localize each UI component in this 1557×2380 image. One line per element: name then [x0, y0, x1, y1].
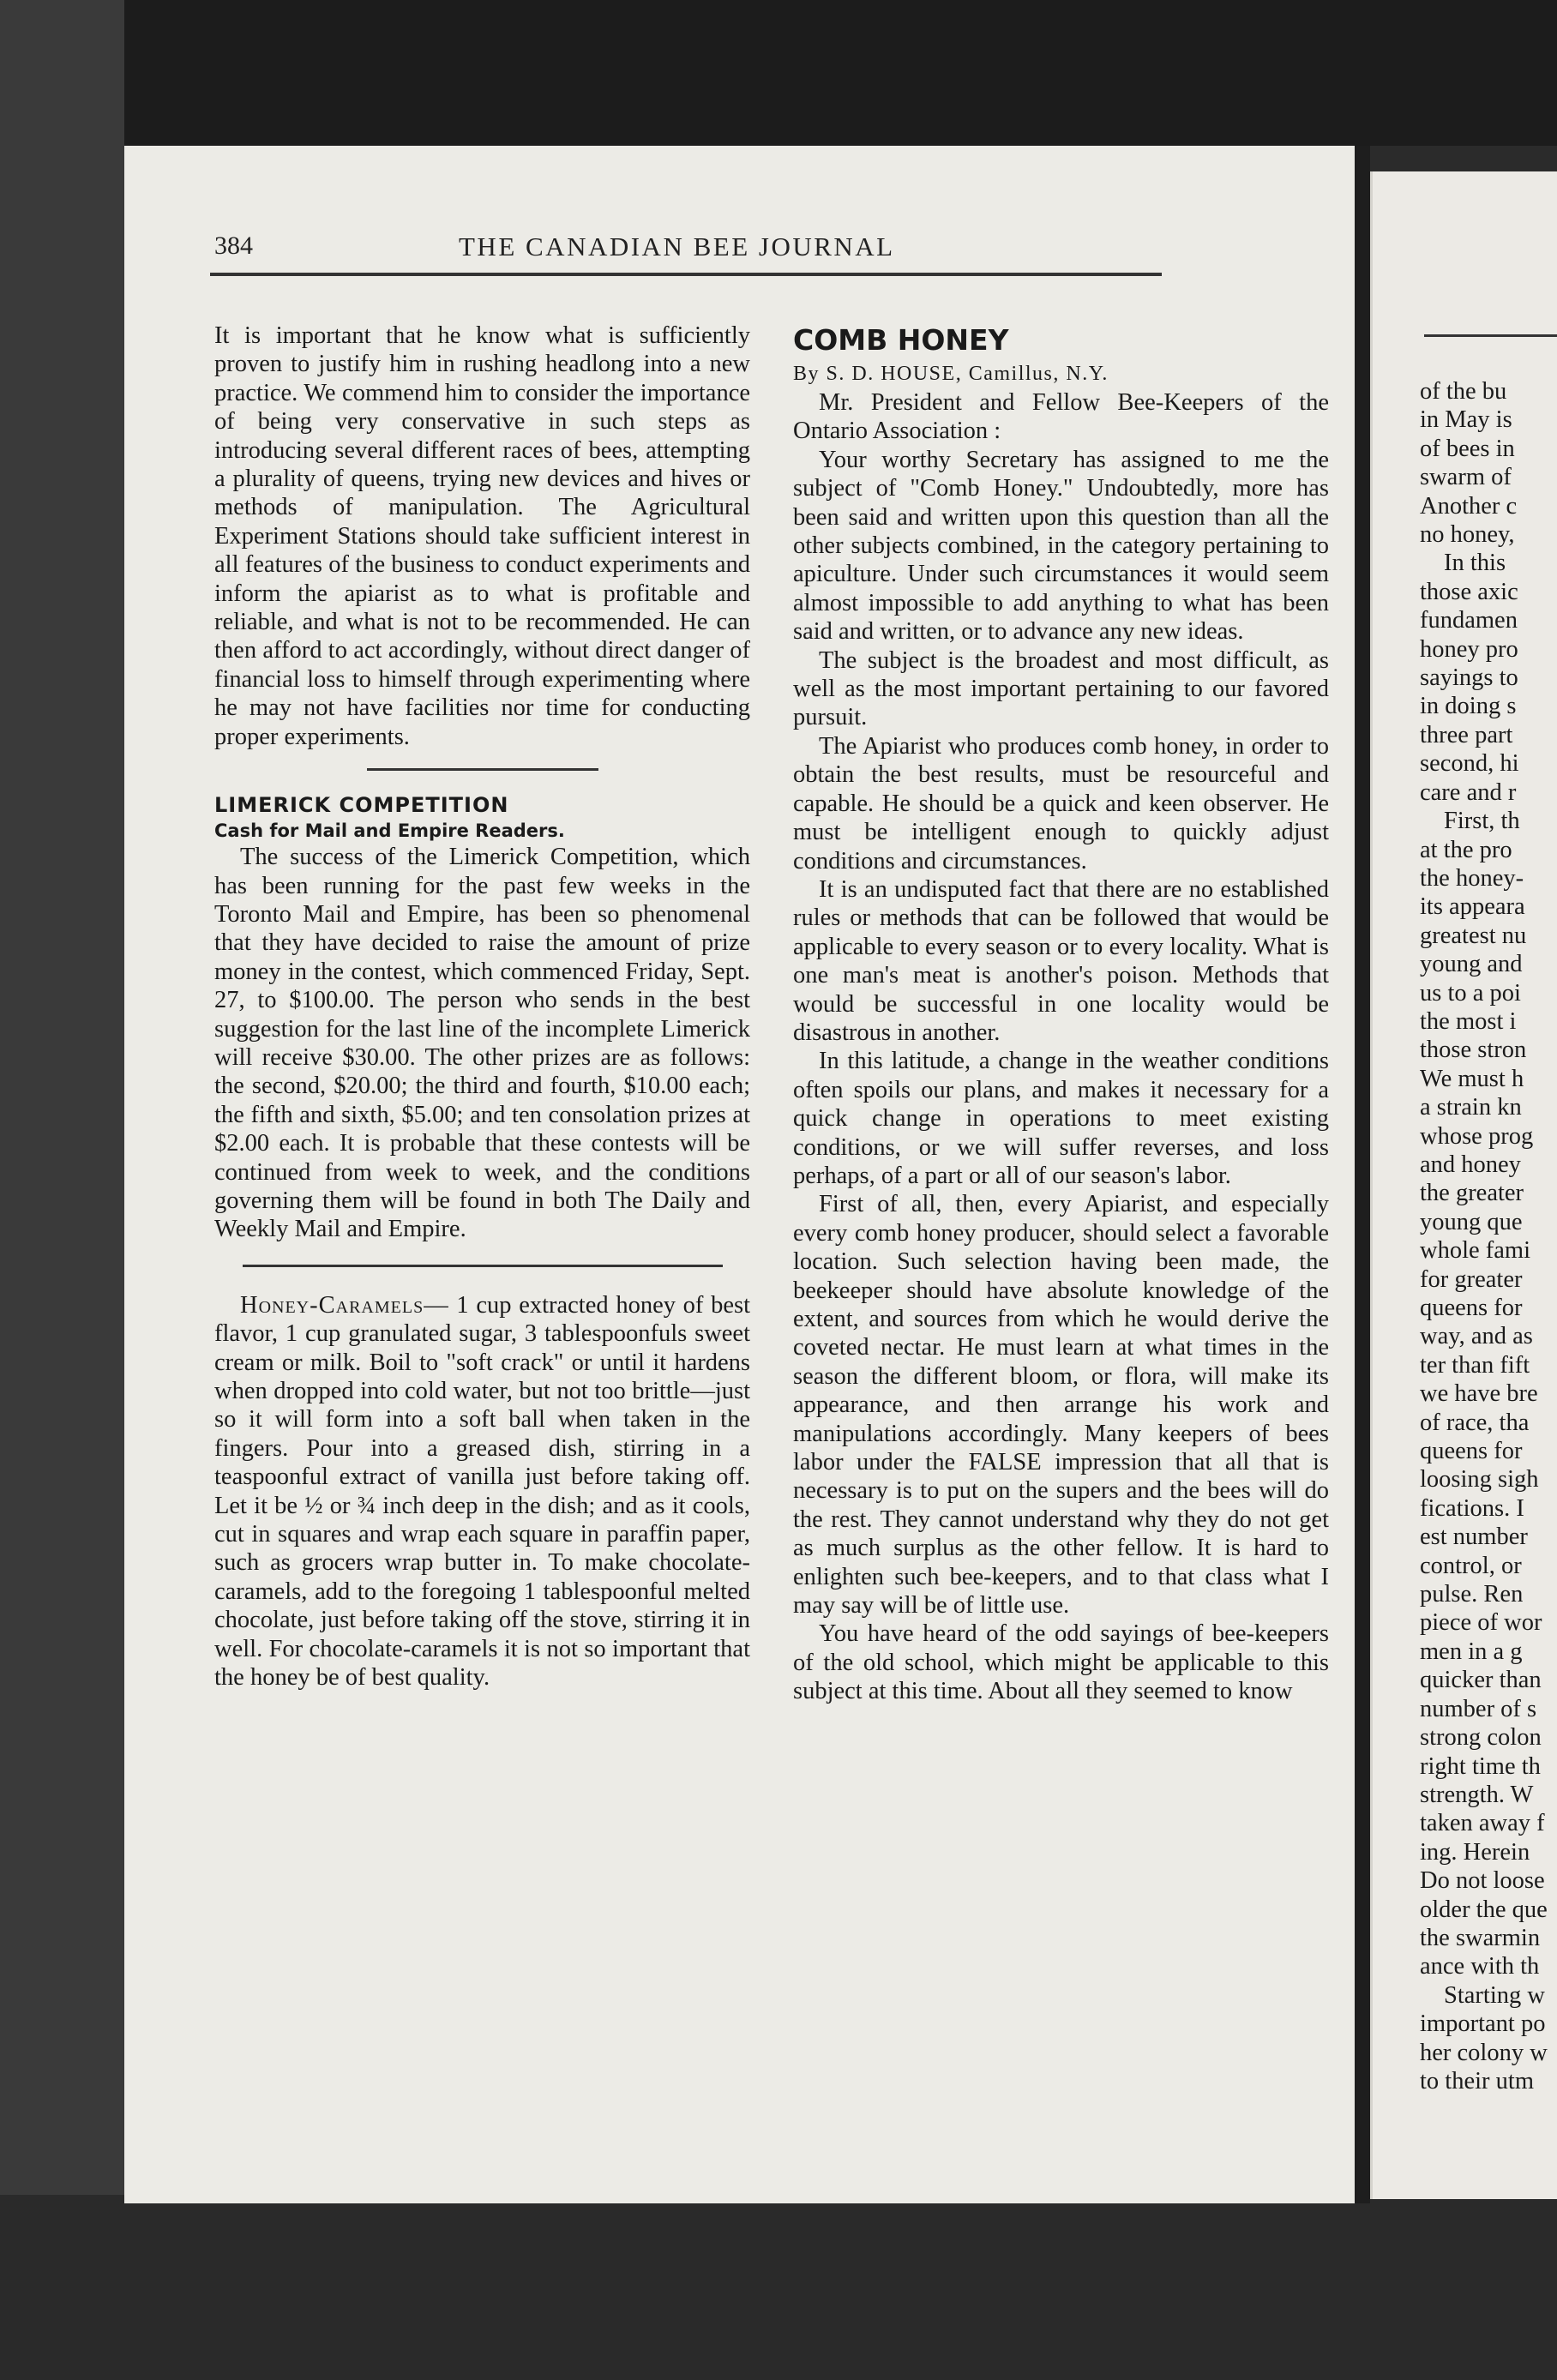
article-paragraph: It is an undisputed fact that there are no established rules or methods that can be followed that would be applicable to every season or to every locality. What is one man's meat is another's poison. Methods that would be successful in one locality would be disastrous in another. [793, 875, 1329, 1046]
article-paragraph: You have heard of the odd sayings of bee-keepers of the old school, which might be applicable to this subject at this time. About all they seemed to know [793, 1620, 1329, 1705]
adjacent-page-line: older the que [1420, 1896, 1548, 1923]
adjacent-page-line: First, th [1444, 808, 1520, 835]
adjacent-page-line: ing. Herein [1420, 1838, 1530, 1866]
adjacent-page-line: whose prog [1420, 1122, 1534, 1150]
adjacent-page-line: her colony w [1420, 2039, 1548, 2066]
adjacent-page-line: us to a poi [1420, 979, 1521, 1007]
adjacent-page-line: its appeara [1420, 893, 1525, 921]
adjacent-page-line: we have bre [1420, 1380, 1538, 1408]
article-title: COMB HONEY [793, 323, 1009, 357]
adjacent-page-line: taken away f [1420, 1810, 1545, 1837]
adjacent-page-line: those stron [1420, 1037, 1527, 1064]
adjacent-page-line: right time th [1420, 1752, 1541, 1780]
adjacent-page-line: loosing sigh [1420, 1466, 1539, 1494]
adjacent-page-line: queens for [1420, 1295, 1523, 1321]
adjacent-page-line: a strain kn [1420, 1094, 1522, 1121]
page-gutter [1355, 146, 1370, 2203]
adjacent-page-line: piece of wor [1420, 1609, 1542, 1637]
adjacent-page-line: in doing s [1420, 693, 1517, 720]
adjacent-page-line: of the bu [1420, 378, 1507, 405]
section-divider [367, 768, 598, 771]
adjacent-page-line: Do not loose [1420, 1867, 1545, 1895]
adjacent-page-line: at the pro [1420, 836, 1512, 863]
adjacent-page-rule [1424, 334, 1557, 337]
article-paragraph: In this latitude, a change in the weather conditions often spoils our plans, and makes it necessary for a quick change in operations to meet existing conditions, or we will suffer reverses, and loss perhaps, of a part or all of our season's labor. [793, 1048, 1329, 1189]
adjacent-page-line: the greater [1420, 1180, 1524, 1207]
adjacent-page-fragment [1370, 171, 1557, 2199]
adjacent-page-line: three part [1420, 721, 1513, 748]
adjacent-page-line: ance with th [1420, 1953, 1540, 1980]
right-column [793, 322, 1329, 1706]
journal-page [124, 146, 1355, 2203]
adjacent-page-line: to their utm [1420, 2067, 1534, 2095]
article-paragraph: First of all, then, every Apiarist, and especially every comb honey producer, should select a favorable location. Such selection having been made, the beekeeper should have absolute knowledge of the extent, and sources from which he would derive the coveted nectar. He must learn at what times in the season the different bloom, or flora, will make its appearance, and then arrange his work and manipulations accordingly. Many keepers of bees labor under the FALSE impression that all that is necessary is to put on the supers and the bees will do the rest. They cannot understand why they do not get as much surplus as the other fellow. It is hard to enlighten such bee-keepers, and to that class what I may say will be of little use. [793, 1191, 1329, 1620]
article-paragraph: The subject is the broadest and most difficult, as well as the most important pertaining to our favored pursuit. [793, 646, 1329, 731]
article-byline: By S. D. HOUSE, Camillus, N.Y. [793, 363, 1109, 385]
adjacent-page-line: care and r [1420, 778, 1517, 806]
adjacent-page-line: the honey- [1420, 864, 1524, 892]
adjacent-page-line: men in a g [1420, 1638, 1523, 1665]
limerick-heading: LIMERICK COMPETITION [214, 793, 509, 818]
adjacent-page-line: of race, tha [1420, 1409, 1530, 1436]
caramels-lead: Honey-Caramels— [240, 1291, 449, 1319]
caramels-paragraph [214, 1291, 750, 1692]
adjacent-page-line: number of s [1420, 1695, 1537, 1722]
adjacent-page-line: fundamen [1420, 607, 1518, 634]
left-column [214, 322, 750, 1692]
article-paragraph: The Apiarist who produces comb honey, in order to obtain the best results, must be resourceful and capable. He should be a quick and keen observer. He must be intelligent enough to quickly adjust conditions and circumstances. [793, 732, 1329, 874]
section-divider-long [243, 1265, 723, 1267]
adjacent-page-line: queens for [1420, 1438, 1523, 1465]
page-number: 384 [214, 231, 253, 260]
adjacent-page-line: the swarmin [1420, 1924, 1541, 1951]
adjacent-page-line: those axic [1420, 578, 1518, 605]
header-rule [210, 273, 1162, 276]
adjacent-page-line: quicker than [1420, 1667, 1542, 1694]
caramels-body: 1 cup extracted honey of best flavor, 1 cup granulated sugar, 3 tablespoonfuls sweet cream or milk. Boil to "soft crack" or until it hardens when dropped into cold water, but not too brittle—just so it will form into a soft ball when taken in the fingers. Pour into a greased dish, stirring in a teaspoonful extract of vanilla just before taking off. Let it be ½ or ¾ inch deep in the dish; and as it cools, cut in squares and wrap each square in paraffin paper, such as grocers wrap butter in. To make chocolate-caramels, add to the foregoing 1 tablespoonful melted chocolate, just before taking off the stove, stirring it in well. For chocolate-caramels it is not so important that the honey be of best quality. [214, 1291, 751, 1692]
adjacent-page-line: greatest nu [1420, 922, 1527, 949]
adjacent-page-line: strong colon [1420, 1724, 1542, 1752]
scan-background-top [0, 0, 1557, 146]
adjacent-page-line: for greater [1420, 1265, 1523, 1293]
scan-background-left [0, 0, 124, 2380]
adjacent-page-line: strength. W [1420, 1781, 1534, 1808]
adjacent-page-line: Another c [1420, 492, 1518, 520]
adjacent-page-line: est number [1420, 1524, 1528, 1551]
adjacent-page-line: honey pro [1420, 635, 1518, 663]
limerick-paragraph: The success of the Limerick Competition, which has been running for the past few weeks in the Toronto Mail and Empire, has been so phenomenal that they have decided to raise the amount of prize money in the contest, which commenced Friday, Sept. 27, to $100.00. The person who sends in the best suggestion for the last line of the incomplete Limerick will receive $30.00. The other prizes are as follows: the second, $20.00; the third and fourth, $10.00 each; the fifth and sixth, $5.00; and ten consolation prizes at $2.00 each. It is probable that these contests will be continued from week to week, and the conditions governing them will be found in both The Daily and Weekly Mail and Empire. [214, 844, 750, 1243]
intro-paragraph: It is important that he know what is sufficiently proven to justify him in rushing headlong into a new practice. We commend him to consider the importance of being very conservative in such steps as introducing several different races of bees, attempting a plurality of queens, trying new devices and hives or methods of manipulation. The Agricultural Experiment Stations should take sufficient interest in all features of the business to conduct experiments and inform the apiarist as to what is profitable and reliable, and what is not to be recommended. He can then afford to act accordingly, without direct danger of financial loss to himself through experimenting where he may not have facilities nor time for conducting proper experiments. [214, 322, 750, 750]
scan-background-bottom [0, 2195, 1557, 2380]
adjacent-page-line: Starting w [1444, 1981, 1545, 2009]
adjacent-page-line: way, and as [1420, 1323, 1533, 1350]
article-paragraph: Your worthy Secretary has assigned to me the subject of "Comb Honey." Undoubtedly, more has been said and written upon this question than all the other subjects combined, in the category pertaining to apiculture. Under such circumstances it would seem almost impossible to add anything to what has been said and written, or to advance any new ideas. [793, 446, 1329, 646]
adjacent-page-line: whole fami [1420, 1237, 1531, 1265]
adjacent-page-text [1420, 377, 1557, 2095]
adjacent-page-line: of bees in [1420, 435, 1515, 462]
adjacent-page-line: sayings to [1420, 664, 1518, 692]
running-header [124, 231, 1355, 266]
adjacent-page-line: no honey, [1420, 521, 1515, 549]
adjacent-page-line: We must h [1420, 1065, 1524, 1092]
adjacent-page-line: in May is [1420, 406, 1512, 434]
adjacent-page-line: important po [1420, 2010, 1546, 2038]
adjacent-page-line: fications. I [1420, 1494, 1524, 1522]
journal-title: THE CANADIAN BEE JOURNAL [459, 231, 895, 261]
adjacent-page-line: and honey [1420, 1151, 1521, 1178]
article-paragraph: Mr. President and Fellow Bee-Keepers of the Ontario Association : [793, 389, 1329, 445]
adjacent-page-line: the most i [1420, 1007, 1517, 1035]
adjacent-page-line: In this [1444, 550, 1506, 577]
adjacent-page-line: young que [1420, 1208, 1523, 1235]
adjacent-page-line: ter than fift [1420, 1351, 1530, 1379]
adjacent-page-line: young and [1420, 951, 1523, 978]
adjacent-page-line: pulse. Ren [1420, 1581, 1524, 1608]
adjacent-page-line: second, hi [1420, 750, 1519, 778]
limerick-subheading: Cash for Mail and Empire Readers. [214, 820, 565, 842]
adjacent-page-line: swarm of [1420, 464, 1512, 491]
adjacent-page-line: control, or [1420, 1552, 1522, 1579]
